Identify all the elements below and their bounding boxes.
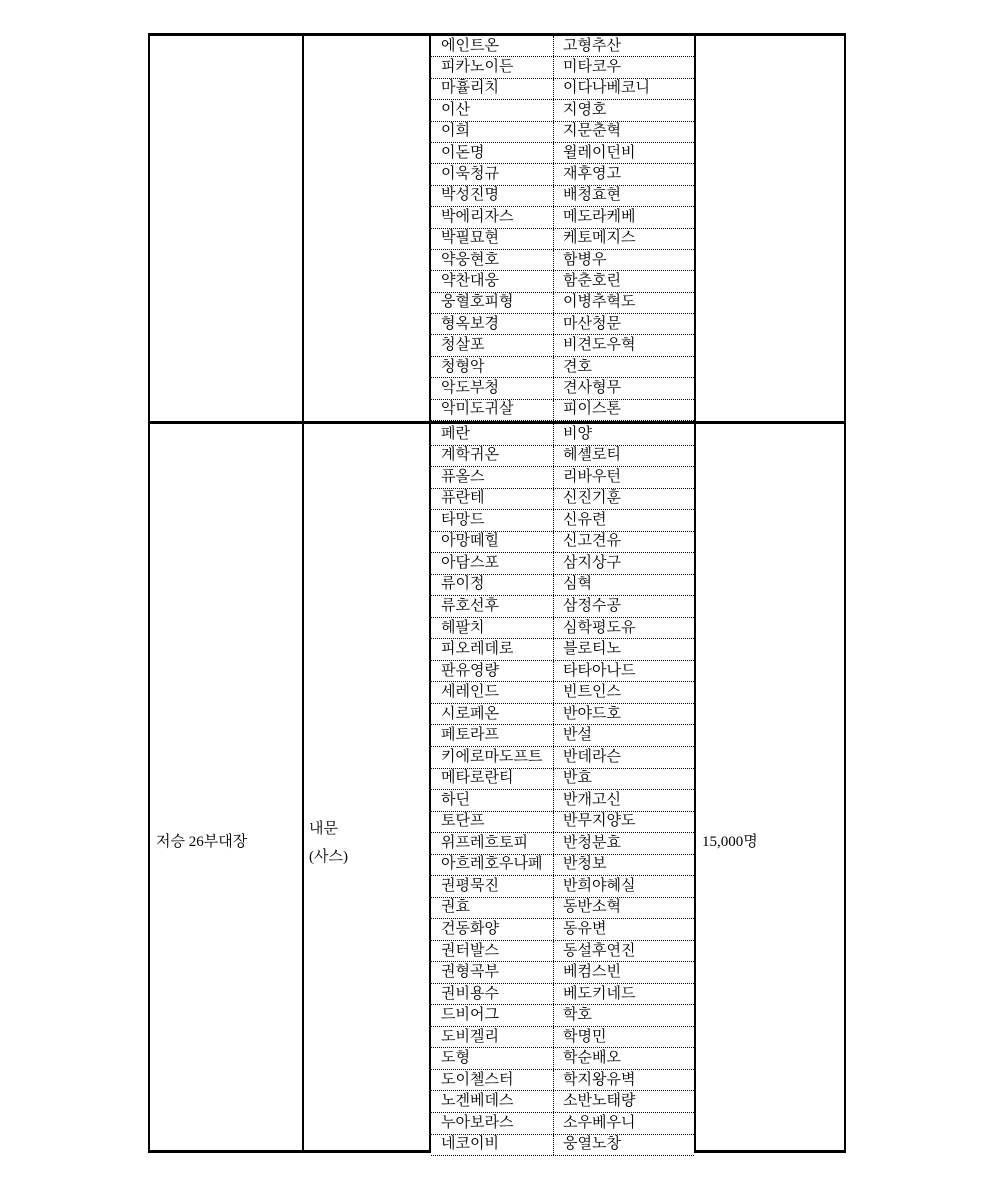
member-name-right: 반설	[563, 727, 592, 744]
member-row	[431, 164, 694, 185]
member-name-left: 박성진명	[431, 186, 554, 206]
member-name-right: 삼정수공	[563, 598, 621, 615]
member-name-right: 신고견유	[563, 533, 621, 550]
count-cell	[696, 36, 844, 421]
member-name-right: 반데라슨	[563, 748, 621, 765]
member-name-right: 피이스톤	[563, 401, 621, 418]
member-name-right: 재후영고	[563, 166, 621, 183]
member-row	[431, 1113, 694, 1135]
member-row	[431, 812, 694, 834]
member-name-right: 동반소혁	[563, 899, 621, 916]
member-row	[431, 919, 694, 941]
member-row	[431, 271, 694, 292]
member-row	[431, 984, 694, 1006]
member-row	[431, 378, 694, 399]
member-name-right: 베도키네드	[563, 985, 636, 1002]
member-row	[431, 489, 694, 511]
member-name-left: 청살포	[431, 335, 554, 355]
member-name-left: 권형곡부	[431, 962, 554, 983]
member-row	[431, 661, 694, 683]
member-row	[431, 57, 694, 78]
member-row	[431, 250, 694, 271]
member-name-right: 지영호	[563, 101, 607, 118]
table-section-1	[150, 36, 844, 424]
member-name-right: 동설후연진	[563, 942, 636, 959]
member-row	[431, 553, 694, 575]
count-label: 15,000명	[702, 834, 758, 850]
member-name-left: 권터발스	[431, 941, 554, 962]
member-row	[431, 575, 694, 597]
member-name-right: 베컴스빈	[563, 964, 621, 981]
member-row	[431, 335, 694, 356]
member-name-right: 동유변	[563, 920, 607, 937]
member-name-left: 건동화양	[431, 919, 554, 940]
member-name-left: 누아보라스	[431, 1113, 554, 1134]
table-section-2	[150, 424, 844, 1153]
member-row	[431, 122, 694, 143]
member-row	[431, 36, 694, 57]
member-name-right: 반효	[563, 770, 592, 787]
member-name-right: 메도라케베	[563, 208, 636, 225]
commander-cell	[150, 424, 304, 1153]
member-name-left: 페란	[431, 424, 554, 445]
member-row	[431, 704, 694, 726]
member-name-right: 학지왕유벽	[563, 1071, 636, 1088]
roster-table	[148, 33, 846, 1153]
member-name-left: 계학귀온	[431, 446, 554, 467]
member-row	[431, 143, 694, 164]
member-name-left: 권비용수	[431, 984, 554, 1005]
member-name-right: 신유련	[563, 511, 607, 528]
member-row	[431, 400, 694, 421]
member-row	[431, 898, 694, 920]
member-row	[431, 962, 694, 984]
member-name-left: 약찬대웅	[431, 271, 554, 291]
member-name-left: 퓨올스	[431, 467, 554, 488]
member-name-left: 형옥보경	[431, 314, 554, 334]
member-name-right: 웅열노창	[563, 1136, 621, 1153]
member-name-left: 류이정	[431, 575, 554, 596]
member-name-left: 도비겔리	[431, 1027, 554, 1048]
member-row	[431, 790, 694, 812]
member-name-left: 메타로란티	[431, 769, 554, 790]
member-name-left: 키에로마도프트	[431, 747, 554, 768]
gate-label	[309, 815, 348, 871]
member-name-right: 고형추산	[563, 37, 621, 54]
member-name-left: 피카노이든	[431, 57, 554, 77]
member-name-right: 케토메지스	[563, 230, 636, 247]
member-row	[431, 682, 694, 704]
member-name-right: 소반노태량	[563, 1093, 636, 1110]
member-name-right: 심혁	[563, 576, 592, 593]
member-name-right: 반개고신	[563, 791, 621, 808]
member-name-left: 시로페온	[431, 704, 554, 725]
member-name-left: 악미도귀살	[431, 400, 554, 420]
member-row	[431, 1048, 694, 1070]
gate-cell	[304, 424, 431, 1153]
count-cell	[696, 424, 844, 1153]
member-name-left: 타망드	[431, 510, 554, 531]
member-row	[431, 1135, 694, 1157]
member-name-right: 반청분효	[563, 834, 621, 851]
member-name-left: 하딘	[431, 790, 554, 811]
member-row	[431, 446, 694, 468]
member-name-right: 이병추혁도	[563, 294, 636, 311]
member-name-left: 류호선후	[431, 596, 554, 617]
gate-cell	[304, 36, 431, 421]
member-name-left: 박에리자스	[431, 207, 554, 227]
member-row	[431, 747, 694, 769]
member-row	[431, 100, 694, 121]
member-name-left: 드비어그	[431, 1005, 554, 1026]
member-name-left: 판유영량	[431, 661, 554, 682]
member-name-right: 함병우	[563, 251, 607, 268]
member-name-left: 권평묵진	[431, 876, 554, 897]
member-name-left: 박필묘현	[431, 229, 554, 249]
member-row	[431, 596, 694, 618]
member-name-left: 악도부청	[431, 378, 554, 398]
member-name-right: 타타아나드	[563, 662, 636, 679]
member-name-right: 반야드호	[563, 705, 621, 722]
member-name-right: 심학평도유	[563, 619, 636, 636]
member-name-left: 약웅현호	[431, 250, 554, 270]
member-name-left: 아망떼힐	[431, 532, 554, 553]
members-cell	[431, 424, 696, 1153]
member-row	[431, 941, 694, 963]
member-name-right: 견호	[563, 358, 592, 375]
member-name-right: 윌레이던비	[563, 144, 636, 161]
member-name-right: 함춘호린	[563, 272, 621, 289]
member-row	[431, 1070, 694, 1092]
member-row	[431, 467, 694, 489]
member-name-right: 소우베우니	[563, 1114, 636, 1131]
member-name-right: 빈트인스	[563, 684, 621, 701]
member-name-left: 노겐베데스	[431, 1091, 554, 1112]
member-name-left: 퓨란테	[431, 489, 554, 510]
member-name-left: 헤팔치	[431, 618, 554, 639]
member-name-right: 견사형무	[563, 379, 621, 396]
member-row	[431, 207, 694, 228]
member-row	[431, 293, 694, 314]
members-table	[431, 36, 694, 421]
member-name-right: 학순배오	[563, 1050, 621, 1067]
member-name-left: 도형	[431, 1048, 554, 1069]
member-name-left: 마휼리치	[431, 79, 554, 99]
member-row	[431, 855, 694, 877]
member-row	[431, 314, 694, 335]
member-name-left: 토단프	[431, 812, 554, 833]
members-cell	[431, 36, 696, 421]
member-row	[431, 769, 694, 791]
member-name-right: 비견도우혁	[563, 337, 636, 354]
member-row	[431, 618, 694, 640]
member-name-right: 반무지양도	[563, 813, 636, 830]
member-name-right: 이다나베코니	[563, 80, 650, 97]
member-name-right: 미타코우	[563, 59, 621, 76]
member-name-left: 도이첼스터	[431, 1070, 554, 1091]
member-name-left: 페토라프	[431, 725, 554, 746]
member-name-left: 세레인드	[431, 682, 554, 703]
member-name-left: 피오레데로	[431, 639, 554, 660]
member-name-right: 반청보	[563, 856, 607, 873]
member-name-left: 아담스포	[431, 553, 554, 574]
member-row	[431, 532, 694, 554]
member-row	[431, 1027, 694, 1049]
member-row	[431, 510, 694, 532]
member-name-left: 아흐레호우나페	[431, 855, 554, 876]
members-table	[431, 424, 694, 1156]
member-row	[431, 1005, 694, 1027]
member-row	[431, 186, 694, 207]
member-row	[431, 229, 694, 250]
member-row	[431, 876, 694, 898]
member-name-right: 학명민	[563, 1028, 607, 1045]
member-name-right: 리바우턴	[563, 468, 621, 485]
member-name-right: 배청효현	[563, 187, 621, 204]
member-row	[431, 357, 694, 378]
member-name-left: 이돈명	[431, 143, 554, 163]
member-row	[431, 725, 694, 747]
member-row	[431, 639, 694, 661]
member-name-left: 에인트온	[431, 36, 554, 56]
member-name-left: 청형악	[431, 357, 554, 377]
commander-label: 저승 26부대장	[156, 834, 248, 850]
member-name-right: 블로티노	[563, 641, 621, 658]
member-name-right: 지문춘혁	[563, 123, 621, 140]
member-name-left: 웅혈호피형	[431, 293, 554, 313]
commander-cell	[150, 36, 304, 421]
member-row	[431, 424, 694, 446]
member-name-left: 네코이비	[431, 1135, 554, 1156]
member-name-right: 삼지상구	[563, 554, 621, 571]
member-name-left: 위프레흐토피	[431, 833, 554, 854]
member-name-right: 학호	[563, 1007, 592, 1024]
member-row	[431, 79, 694, 100]
member-name-right: 반희야혜실	[563, 877, 636, 894]
member-name-right: 마산청문	[563, 315, 621, 332]
member-name-left: 이욱청규	[431, 164, 554, 184]
member-row	[431, 1091, 694, 1113]
member-name-left: 이산	[431, 100, 554, 120]
member-name-right: 비양	[563, 425, 592, 442]
member-name-right: 헤셸로티	[563, 447, 621, 464]
gate-line2: (사스)	[309, 849, 348, 865]
member-name-right: 신진기훈	[563, 490, 621, 507]
gate-line1: 내문	[309, 821, 338, 837]
member-name-left: 권효	[431, 898, 554, 919]
member-name-left: 이희	[431, 122, 554, 142]
member-row	[431, 833, 694, 855]
